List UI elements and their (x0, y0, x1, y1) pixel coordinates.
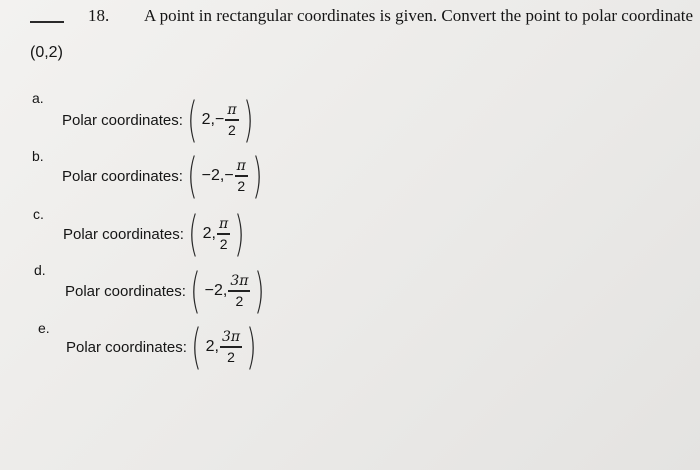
option-c-r: 2, (202, 225, 216, 242)
option-d-label: Polar coordinates: (65, 282, 186, 300)
left-paren-icon: ( (188, 206, 199, 262)
option-b-angle (235, 157, 248, 194)
option-c-denominator: 2 (219, 235, 228, 252)
option-b-denominator: 2 (237, 177, 246, 194)
option-c[interactable] (63, 206, 249, 262)
option-b-numerator: π (236, 158, 246, 175)
option-d-letter: d. (34, 262, 46, 278)
option-d-numerator: 3π (230, 273, 249, 290)
right-paren-icon: ) (246, 319, 257, 375)
option-d-r: −2, (204, 282, 228, 299)
option-a-denominator: 2 (228, 121, 236, 138)
option-b-letter: b. (32, 148, 44, 164)
option-a-label: Polar coordinates: (62, 111, 183, 129)
left-paren-icon: ( (187, 92, 198, 148)
right-paren-icon: ) (252, 148, 263, 204)
right-paren-icon: ) (254, 263, 265, 319)
option-e-angle (220, 328, 242, 365)
option-e-label: Polar coordinates: (66, 338, 187, 356)
left-paren-icon: ( (190, 263, 201, 319)
option-e-r: 2, (205, 338, 219, 355)
option-c-letter: c. (33, 206, 44, 222)
option-a-sign: − (214, 111, 225, 128)
option-a-r: 2, (201, 111, 215, 128)
option-d-angle (228, 272, 250, 309)
option-b[interactable] (62, 148, 267, 204)
option-e[interactable] (66, 319, 261, 375)
option-e-numerator: 3π (221, 329, 241, 346)
option-b-r: −2, (201, 167, 225, 184)
option-e-denominator: 2 (227, 348, 235, 365)
right-paren-icon: ) (242, 92, 254, 148)
given-point: (0,2) (30, 44, 63, 61)
option-a-numerator: π (227, 102, 237, 119)
option-e-letter: e. (38, 320, 50, 336)
option-b-sign: − (224, 167, 234, 184)
right-paren-icon: ) (234, 206, 245, 262)
option-c-numerator: π (218, 216, 229, 233)
left-paren-icon: ( (187, 148, 198, 204)
option-d-denominator: 2 (235, 292, 244, 309)
option-c-label: Polar coordinates: (63, 225, 184, 243)
left-paren-icon: ( (191, 319, 202, 375)
answer-blank-line (30, 21, 64, 23)
option-a-angle (225, 101, 238, 138)
option-a[interactable] (62, 92, 257, 148)
option-a-letter: a. (32, 90, 44, 106)
option-b-label: Polar coordinates: (62, 167, 183, 185)
question-text: A point in rectangular coordinates is given. Convert the point to polar coordinate (144, 6, 694, 25)
question-number: 18. (88, 6, 110, 25)
option-c-angle (217, 215, 230, 252)
option-d[interactable] (65, 263, 269, 319)
